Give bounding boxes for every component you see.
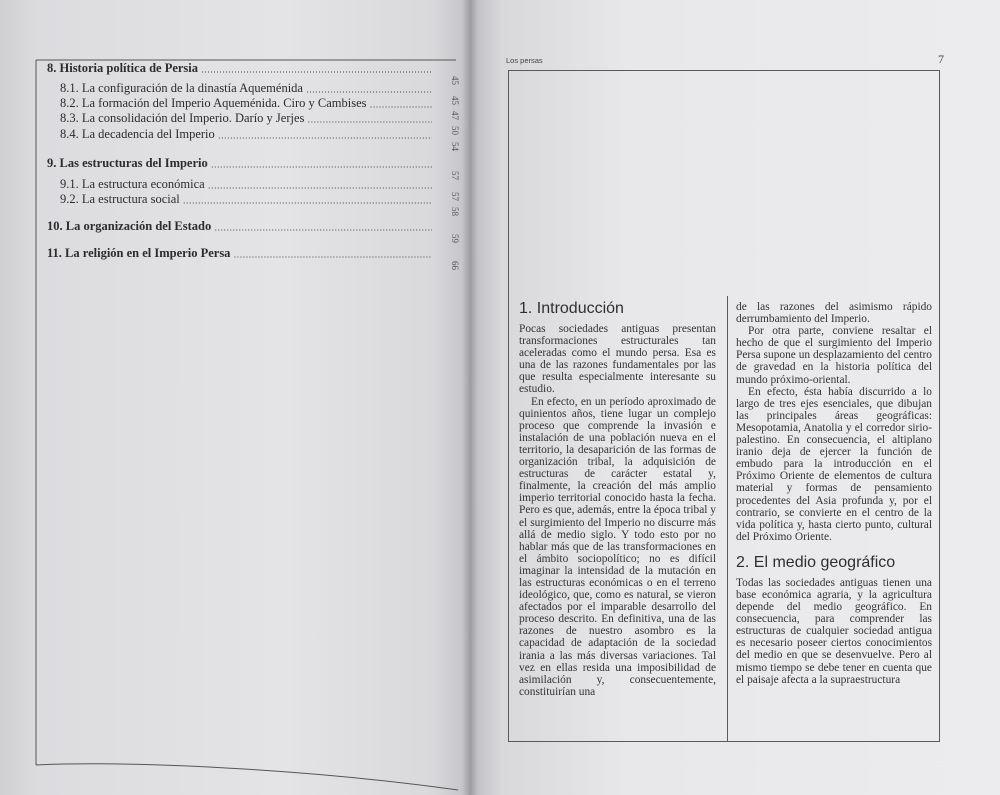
toc-entry-page: 66	[450, 261, 460, 270]
toc-entry-page: 45	[450, 76, 460, 85]
toc-entry-label: 9. Las estructuras del Imperio	[47, 156, 208, 170]
toc-entry-label: 9.2. La estructura social	[60, 192, 180, 206]
page-number: 7	[938, 52, 944, 66]
toc-entry-label: 8.3. La consolidación del Imperio. Darío y Jerjes	[60, 111, 305, 125]
toc-entry-label: 9.1. La estructura económica	[60, 177, 205, 191]
toc-entry-page: 47	[450, 111, 460, 120]
paragraph: En efecto, ésta había discurrido a lo largo de tres ejes esenciales, que dibujan las principales áreas geográficas: Mesopotamia, Anatolia y el corredor sirio-palestino. En consecuencia, el altiplano iranio deja de ejercer la función de embudo para la introducción en el Próximo Oriente de elementos de cultura material y formas de pensamiento procedentes del Asia profunda y, por el contrario, se convierte en el centro de la vida política y, hasta cierto punto, cultural del Próximo Oriente.	[736, 385, 932, 543]
toc-entry-page: 45	[450, 96, 460, 105]
toc-entry-page: 50	[450, 126, 460, 135]
column-left	[519, 299, 716, 698]
running-head: Los persas	[506, 56, 543, 65]
toc-entry-label: 10. La organización del Estado	[47, 219, 212, 233]
table-of-contents	[0, 0, 470, 300]
toc-entry-page: 54	[450, 142, 460, 151]
section-heading-introduccion: 1. Introducción	[519, 300, 624, 317]
toc-entry-page: 59	[450, 234, 460, 243]
toc-entry-label: 8.4. La decadencia del Imperio	[60, 127, 215, 141]
toc-entry-page: 57	[450, 171, 460, 180]
toc-entry-page: 58	[450, 207, 460, 216]
toc-entry-page: 57	[450, 192, 460, 201]
paragraph: En efecto, en un período aproximado de quinientos años, tiene lugar un complejo proceso que comprende la invasión e instalación de una población nueva en el territorio, la desaparición de las formas de organización tribal, la adquisición de estructuras de carácter estatal y, finalmente, la creación del más amplio imperio territorial conocido hasta la fecha. Pero es que, además, entre la época tribal y el surgimiento del Imperio no discurre más allá de medio siglo. Y todo esto por no hablar más que de las transformaciones en el ámbito sociopolítico; no es difícil imaginar la intensidad de la mutación en las estructuras económicas o en el terreno ideológico, que, como es natural, se vieron afectados por el imparable desarrollo del proceso descrito. En definitiva, una de las razones de nuestro asombro es la capacidad de adaptación de la sociedad irania a las más diversas variaciones. Tal vez en ellas resida una imposibilidad de asimilación y, consecuentemente, constituirían una	[519, 395, 716, 698]
column-divider	[727, 296, 728, 742]
paragraph: Todas las sociedades antiguas tienen una base económica agraria, y la agricultura depende del medio geográfico. En consecuencia, para comprender las estructuras de cualquier sociedad antigua es necesario poseer ciertos conocimientos del medio en que se desenvuelve. Pero al mismo tiempo se debe tener en cuenta que el paisaje afecta a la supraestructura	[736, 576, 932, 686]
toc-entry-label: 8.2. La formación del Imperio Aqueménida. Ciro y Cambises	[60, 96, 367, 110]
toc-entry-label: 11. La religión en el Imperio Persa	[47, 246, 231, 260]
column-right	[736, 301, 932, 686]
section-heading-medio-geografico: 2. El medio geográfico	[736, 553, 896, 571]
toc-entry-label: 8. Historia política de Persia	[47, 61, 199, 75]
toc-entry-label: 8.1. La configuración de la dinastía Aqueménida	[60, 81, 303, 95]
paragraph: de las razones del asimismo rápido derrumbamiento del Imperio.	[736, 301, 932, 326]
paragraph: Por otra parte, conviene resaltar el hecho de que el surgimiento del Imperio Persa supone un desplazamiento del centro de gravedad en la historia política del mundo próximo-oriental.	[736, 325, 932, 386]
paragraph: Pocas sociedades antiguas presentan transformaciones estructurales tan aceleradas como el mundo persa. Esa es una de las razones fundamentales por las que resulta especialmente interesante su estudio.	[519, 323, 716, 396]
